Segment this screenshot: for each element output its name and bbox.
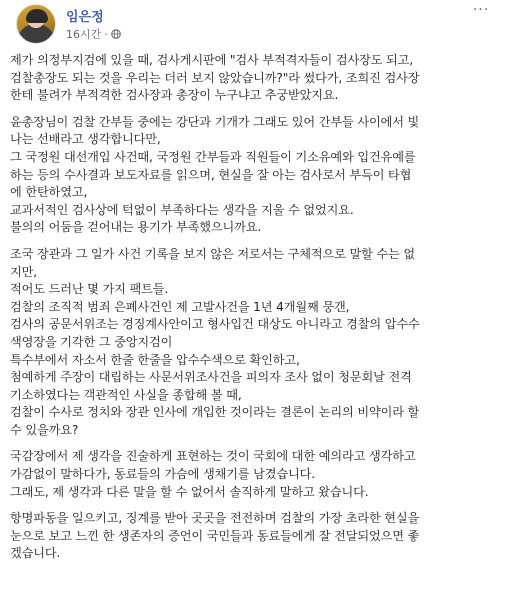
post-text-line: 국감장에서 제 생각을 진술하게 표현하는 것이 국회에 대한 예의라고 생각하고 — [10, 449, 416, 464]
post-time[interactable]: 16시간 — [66, 28, 102, 41]
more-dots-icon[interactable]: ··· — [472, 2, 490, 18]
post-text-line: 지만, — [10, 264, 37, 279]
post-paragraph — [10, 114, 500, 237]
post-text-line: 항명파동을 일으키고, 징계를 받아 곳곳을 전전하며 검찰의 가장 초라한 현실을 — [10, 511, 420, 526]
author-name[interactable]: 임은정 — [66, 10, 104, 25]
post-paragraph — [10, 510, 500, 563]
post-text-line: 검찰의 조직적 범죄 은폐사건인 제 고발사건을 1년 4개월째 뭉갠, — [10, 299, 350, 314]
post-text-line: 가감없이 말하다가, 동료들의 가슴에 생채기를 남겼습니다. — [10, 467, 316, 482]
post-text-line: 수 있을까요? — [10, 422, 79, 437]
post-text-line: 색영장을 기각한 그 중앙지검이 — [10, 334, 173, 349]
post-text-line: 조국 장관과 그 일가 사건 기록을 보지 않은 저로서는 구체적으로 말할 수는 없 — [10, 246, 416, 261]
post-paragraph — [10, 52, 500, 105]
post-text-line: 검찰총장도 되는 것을 우리는 더러 보지 않았습니까?"라 썼다가, 조희진 검사장 — [10, 70, 420, 85]
post-text-line: 첨예하게 주장이 대립하는 사문서위조사건을 피의자 조사 없이 청문회날 전격 — [10, 370, 412, 385]
avatar[interactable] — [16, 4, 56, 44]
post-text-line: 제가 의정부지검에 있을 때, 검사게시판에 "검사 부적격자들이 검사장도 되고, — [10, 53, 414, 67]
post-text-line: 그래도, 제 생각과 다른 말을 할 수 없어서 솔직하게 말하고 왔습니다. — [10, 484, 369, 499]
post-text-line: 기소하였다는 객관적인 사실을 종합해 볼 때, — [10, 387, 242, 402]
post-text-line: 나는 선배라고 생각합니다만, — [10, 132, 161, 147]
post-text-line: 그 국정원 대선개입 사건때, 국정원 간부들과 직원들이 기소유예와 입건유예를 — [10, 149, 416, 164]
post-text-line: 불의의 어둠을 걷어내는 용기가 부족했으니까요. — [10, 220, 262, 235]
post-body — [10, 52, 500, 572]
post-text-line: 한테 불려가 부적격한 검사장과 총장이 누구냐고 추궁받았지요. — [10, 88, 339, 103]
post-text-line: 눈으로 보고 느낀 한 생존자의 증언이 국민들과 동료들에게 잘 전달되었으면 좋 — [10, 528, 420, 543]
post-paragraph — [10, 246, 500, 440]
post-text-line: 하는 등의 수사결과 보도자료를 읽으며, 현실을 잘 아는 검사로서 부득이 타협 — [10, 167, 412, 182]
post-text-line: 교과서적인 검사상에 턱없이 부족하다는 생각을 지울 수 없었지요. — [10, 202, 354, 217]
post-meta — [66, 26, 121, 42]
post-text-line: 에 한탄하였고, — [10, 185, 88, 200]
post-text-line: 검사의 공문서위조는 경징계사안이고 형사입건 대상도 아니라고 경찰의 압수수 — [10, 317, 420, 332]
meta-separator: · — [104, 27, 108, 41]
post-header — [10, 0, 496, 48]
globe-icon — [111, 29, 121, 39]
post-text-line: 겠습니다. — [10, 546, 61, 561]
post-paragraph — [10, 448, 500, 501]
post-text-line: 윤총장님이 검찰 간부들 중에는 강단과 기개가 그래도 있어 간부들 사이에서 빛 — [10, 114, 420, 129]
post-text-line: 특수부에서 자소서 한줄 한줄을 압수수색으로 확인하고, — [10, 352, 300, 367]
post-text-line: 검찰이 수사로 정치와 장관 인사에 개입한 것이라는 결론이 논리의 비약이라 할 — [10, 405, 420, 420]
post-text-line: 적어도 드러난 몇 가지 팩트들. — [10, 282, 169, 297]
